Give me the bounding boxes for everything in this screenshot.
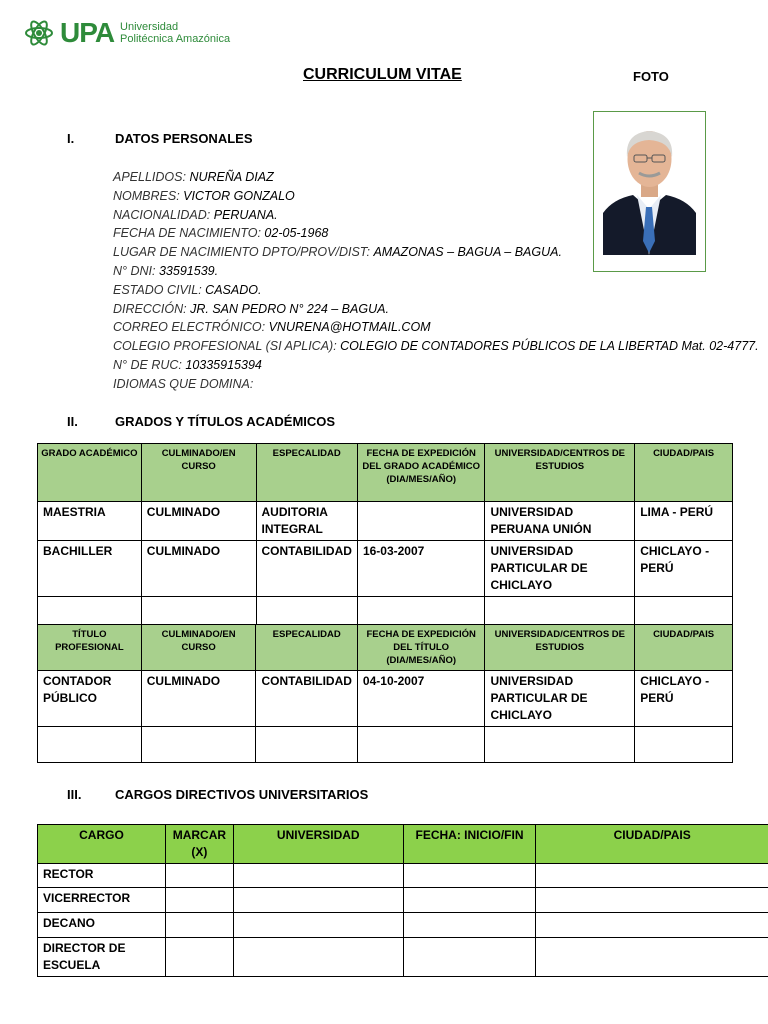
field-estado-civil: ESTADO CIVIL: CASADO. bbox=[113, 282, 262, 297]
logo-university-name: Universidad Politécnica Amazónica bbox=[120, 21, 231, 45]
table-cell bbox=[357, 502, 485, 541]
header-cell: FECHA: INICIO/FIN bbox=[403, 825, 536, 864]
header-cell: UNIVERSIDAD/CENTROS DE ESTUDIOS bbox=[485, 625, 635, 671]
header-cell: ESPECALIDAD bbox=[256, 625, 357, 671]
field-idiomas: IDIOMAS QUE DOMINA: bbox=[113, 376, 254, 391]
table-row bbox=[38, 938, 768, 977]
field-direccion: DIRECCIÓN: JR. SAN PEDRO N° 224 – BAGUA. bbox=[113, 301, 389, 316]
table-cell bbox=[403, 864, 536, 888]
header-cell: TÍTULO PROFESIONAL bbox=[38, 625, 142, 671]
table-cell bbox=[357, 727, 485, 763]
table-cell: VICERRECTOR bbox=[38, 888, 166, 913]
table-cell: CULMINADO bbox=[141, 502, 256, 541]
table-row bbox=[38, 671, 733, 727]
field-fecha-nacimiento: FECHA DE NACIMIENTO: 02-05-1968 bbox=[113, 226, 329, 241]
table-cell: AUDITORIA INTEGRAL bbox=[256, 502, 357, 541]
field-nombres: NOMBRES: VICTOR GONZALO bbox=[113, 188, 295, 203]
table-cell bbox=[233, 938, 403, 977]
titulos-header-row bbox=[38, 625, 733, 671]
table-cell bbox=[256, 727, 357, 763]
header-cell: CARGO bbox=[38, 825, 166, 864]
table-cell bbox=[536, 888, 768, 913]
table-cell bbox=[141, 727, 256, 763]
document-title: CURRICULUM VITAE bbox=[303, 66, 462, 83]
field-correo: CORREO ELECTRÓNICO: VNURENA@HOTMAIL.COM bbox=[113, 320, 431, 335]
table-cell: CONTABILIDAD bbox=[256, 541, 357, 597]
table-cell bbox=[403, 913, 536, 938]
atom-logo-icon bbox=[24, 16, 54, 50]
table-cell: 16-03-2007 bbox=[357, 541, 485, 597]
field-lugar-nacimiento: LUGAR DE NACIMIENTO DPTO/PROV/DIST: AMAZONAS – BAGUA – BAGUA. bbox=[113, 245, 562, 260]
table-cell: CONTABILIDAD bbox=[256, 671, 357, 727]
header-cell: UNIVERSIDAD bbox=[233, 825, 403, 864]
table-cell bbox=[233, 864, 403, 888]
header-cell: CIUDAD/PAIS bbox=[536, 825, 768, 864]
header-cell: CIUDAD/PAIS bbox=[635, 625, 733, 671]
table-cell: MAESTRIA bbox=[38, 502, 142, 541]
field-apellidos: APELLIDOS: NUREÑA DIAZ bbox=[113, 170, 274, 184]
header-cell: ESPECALIDAD bbox=[256, 444, 357, 502]
table-cell: UNIVERSIDAD PARTICULAR DE CHICLAYO bbox=[485, 671, 635, 727]
header-cell: MARCAR (X) bbox=[165, 825, 233, 864]
field-dni: N° DNI: 33591539. bbox=[113, 263, 219, 278]
table-cell: CULMINADO bbox=[141, 671, 256, 727]
table-row bbox=[38, 864, 768, 888]
table-cell: LIMA - PERÚ bbox=[635, 502, 733, 541]
mark-cell[interactable] bbox=[165, 888, 233, 913]
table-cell: BACHILLER bbox=[38, 541, 142, 597]
header-cell: FECHA DE EXPEDICIÓN DEL TÍTULO (DIA/MES/AÑO) bbox=[357, 625, 485, 671]
table-cell: 04-10-2007 bbox=[357, 671, 485, 727]
cargos-table bbox=[37, 824, 768, 977]
grados-table bbox=[37, 443, 733, 632]
table-cell: UNIVERSIDAD PARTICULAR DE CHICLAYO bbox=[485, 541, 635, 597]
field-nacionalidad: NACIONALIDAD: PERUANA. bbox=[113, 207, 278, 222]
mark-cell[interactable] bbox=[165, 938, 233, 977]
table-row bbox=[38, 727, 733, 763]
mark-cell[interactable] bbox=[165, 913, 233, 938]
header-cell: CULMINADO/EN CURSO bbox=[141, 444, 256, 502]
table-row bbox=[38, 888, 768, 913]
table-cell bbox=[403, 888, 536, 913]
table-cell bbox=[38, 727, 142, 763]
personal-data bbox=[113, 168, 759, 394]
table-row bbox=[38, 502, 733, 541]
table-cell bbox=[403, 938, 536, 977]
table-row bbox=[38, 541, 733, 597]
table-cell bbox=[233, 888, 403, 913]
titulos-table bbox=[37, 624, 733, 763]
table-cell: CHICLAYO - PERÚ bbox=[635, 671, 733, 727]
mark-cell[interactable] bbox=[165, 864, 233, 888]
university-logo bbox=[24, 16, 230, 50]
table-cell bbox=[536, 864, 768, 888]
table-cell: RECTOR bbox=[38, 864, 166, 888]
header-cell: CIUDAD/PAIS bbox=[635, 444, 733, 502]
field-colegio: COLEGIO PROFESIONAL (SI APLICA): COLEGIO DE CONTADORES PÚBLICOS DE LA LIBERTAD Mat. 02-4777. bbox=[113, 339, 759, 354]
table-cell bbox=[536, 913, 768, 938]
header-cell: FECHA DE EXPEDICIÓN DEL GRADO ACADÉMICO (DIA/MES/AÑO) bbox=[357, 444, 485, 502]
header-cell: UNIVERSIDAD/CENTROS DE ESTUDIOS bbox=[485, 444, 635, 502]
table-cell bbox=[485, 727, 635, 763]
photo-label: FOTO bbox=[633, 69, 669, 84]
table-cell: CONTADOR PÚBLICO bbox=[38, 671, 142, 727]
table-cell: DIRECTOR DE ESCUELA bbox=[38, 938, 166, 977]
logo-abbreviation: UPA bbox=[60, 17, 115, 48]
table-cell: UNIVERSIDAD PERUANA UNIÓN bbox=[485, 502, 635, 541]
header-cell: GRADO ACADÉMICO bbox=[38, 444, 142, 502]
field-ruc: N° DE RUC: 10335915394 bbox=[113, 357, 262, 372]
table-cell bbox=[635, 727, 733, 763]
table-cell: CULMINADO bbox=[141, 541, 256, 597]
table-cell bbox=[233, 913, 403, 938]
table-cell bbox=[536, 938, 768, 977]
table-row bbox=[38, 913, 768, 938]
table-cell: DECANO bbox=[38, 913, 166, 938]
table-cell: CHICLAYO - PERÚ bbox=[635, 541, 733, 597]
cargos-header-row bbox=[38, 825, 768, 864]
grados-header-row bbox=[38, 444, 733, 502]
header-cell: CULMINADO/EN CURSO bbox=[141, 625, 256, 671]
